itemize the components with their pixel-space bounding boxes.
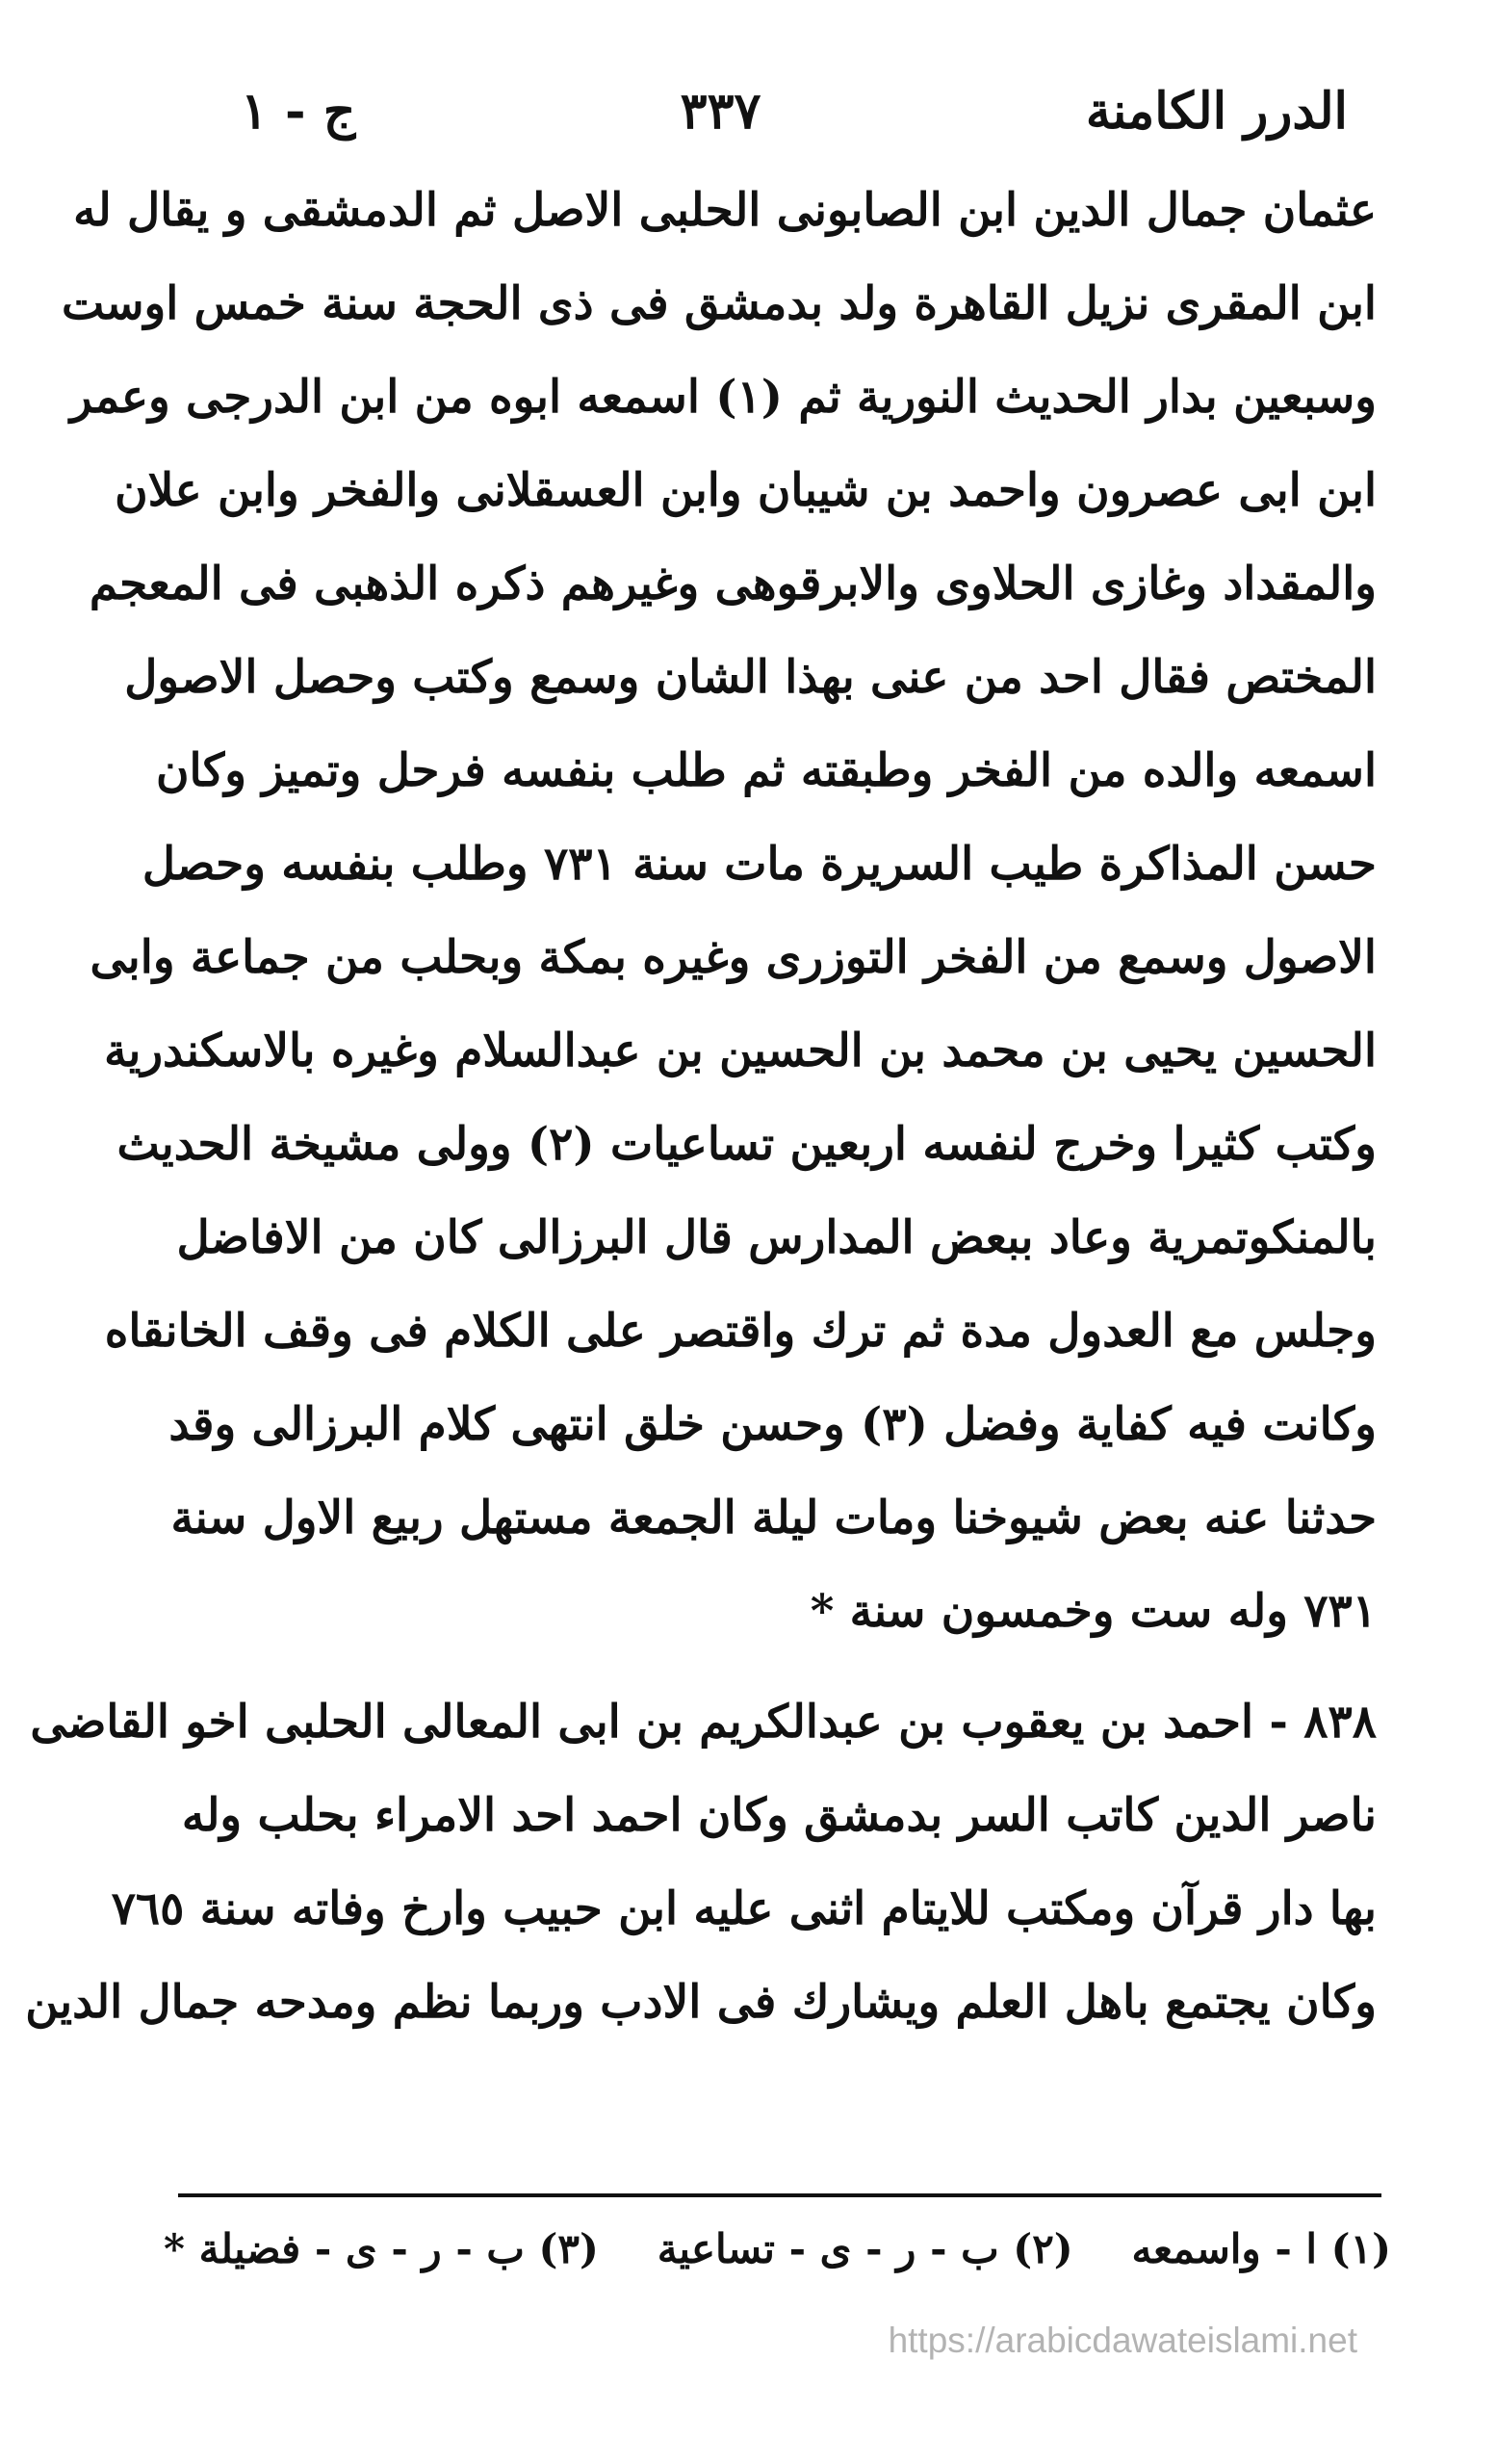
text-line: ٧٣١ وله ست وخمسون سنة * xyxy=(810,1585,1377,1638)
text-line: وكان يجتمع باهل العلم ويشارك فى الادب وربما نظم ومدحه جمال الدين xyxy=(25,1976,1377,2029)
book-title: الدرر الكامنة xyxy=(1085,81,1348,141)
entry-number: ٨٣٨ - xyxy=(1269,1696,1377,1749)
text-line: ابن المقرى نزيل القاهرة ولد بدمشق فى ذى الحجة سنة خمس اوست xyxy=(61,277,1377,330)
text-line: حسن المذاكرة طيب السريرة مات سنة ٧٣١ وطلب بنفسه وحصل xyxy=(142,838,1377,891)
text-line: بها دار قرآن ومكتب للايتام اثنى عليه ابن حبيب وارخ وفاته سنة ٧٦٥ xyxy=(111,1882,1377,1935)
running-head xyxy=(241,67,1348,154)
text-line: حدثنا عنه بعض شيوخنا ومات ليلة الجمعة مستهل ربيع الاول سنة xyxy=(170,1491,1377,1544)
text-line: وسبعين بدار الحديث النورية ثم (١) اسمعه ابوه من ابن الدرجى وعمر xyxy=(69,371,1377,424)
footnote-1: (١) ا - واسمعه xyxy=(1131,2224,1391,2272)
footnotes xyxy=(164,2205,1391,2292)
page-number: ٣٣٧ xyxy=(680,81,761,141)
text-line: الاصول وسمع من الفخر التوزرى وغيره بمكة وبحلب من جماعة وابى xyxy=(90,931,1377,984)
text-line: ابن ابى عصرون واحمد بن شيبان وابن العسقلانى والفخر وابن علان xyxy=(115,464,1377,517)
body-text xyxy=(25,164,1377,2049)
entry-first-line xyxy=(30,1675,1377,1769)
text-line: ناصر الدين كاتب السر بدمشق وكان احمد احد الامراء بحلب وله xyxy=(181,1789,1377,1842)
watermark-url: https://arabicdawateislami.net xyxy=(888,2321,1357,2360)
text-line: وكتب كثيرا وخرج لنفسه اربعين تساعيات (٢) وولى مشيخة الحديث xyxy=(116,1118,1377,1171)
text-line: والمقداد وغازى الحلاوى والابرقوهى وغيرهم ذكره الذهبى فى المعجم xyxy=(89,558,1377,610)
text-line: المختص فقال احد من عنى بهذا الشان وسمع وكتب وحصل الاصول xyxy=(124,651,1377,704)
text-line: وكانت فيه كفاية وفضل (٣) وحسن خلق انتهى كلام البرزالى وقد xyxy=(168,1398,1377,1451)
entry-line-text: احمد بن يعقوب بن عبدالكريم بن ابى المعالى الحلبى اخو القاضى xyxy=(30,1696,1254,1749)
text-line: الحسين يحيى بن محمد بن الحسين بن عبدالسلام وغيره بالاسكندرية xyxy=(104,1025,1377,1077)
footnote-3: (٣) ب - ر - ى - فضيلة * xyxy=(164,2224,599,2272)
footnote-divider xyxy=(178,2193,1381,2197)
text-line: عثمان جمال الدين ابن الصابونى الحلبى الاصل ثم الدمشقى و يقال له xyxy=(73,184,1377,237)
text-line: بالمنكوتمرية وعاد ببعض المدارس قال البرزالى كان من الافاضل xyxy=(176,1211,1377,1264)
text-line: وجلس مع العدول مدة ثم ترك واقتصر على الكلام فى وقف الخانقاه xyxy=(104,1305,1377,1358)
footnote-2: (٢) ب - ر - ى - تساعية xyxy=(657,2224,1073,2272)
text-line: اسمعه والده من الفخر وطبقته ثم طلب بنفسه فرحل وتميز وكان xyxy=(156,744,1377,797)
volume-number: ج - ١ xyxy=(241,81,356,141)
biography-entry xyxy=(25,1675,1377,2049)
